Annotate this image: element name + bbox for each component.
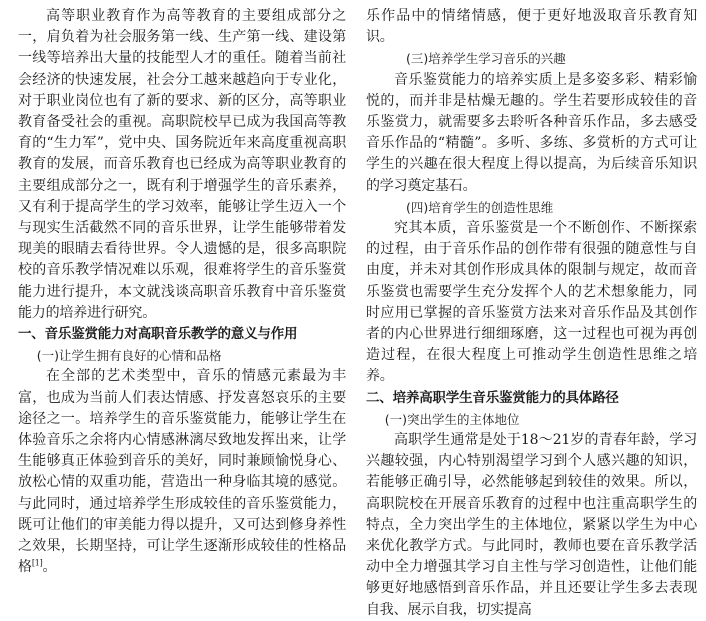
right-column xyxy=(366,6,697,618)
subsection-heading-1-1: (一)让学生拥有良好的心情和品格 xyxy=(36,348,222,364)
paragraph-1-1 xyxy=(18,366,346,578)
paragraph-1-3: 音乐鉴赏能力的培养实质上是多姿多彩、精彩愉悦的，而并非是枯燥无趣的。学生若要形成较佳的音乐鉴赏力，就需要多去聆听各种音乐作品，多去感受音乐作品的“精髓”。多听、多练、多赏析的方式可让学生的兴趣在很大程度上得以提高，为后续音乐知识的学习奠定基石。 xyxy=(366,71,697,194)
paragraph-1-1-text: 在全部的艺术类型中，音乐的情感元素最为丰富，也成为当前人们表达情感、抒发喜怒哀乐的主要途径之一。培养学生的音乐鉴赏能力，能够让学生在体验音乐之余将内心情感淋漓尽致地发挥出来，让学生能够真正体验到音乐的美好，同时兼顾愉悦身心、放松心情的双重功能，营造出一种身临其境的感觉。与此同时，通过培养学生形成较佳的音乐鉴赏能力，既可让他们的审美能力得以提升，又可达到修身养性之效果，长期坚持，可让学生逐渐形成较佳的性格品格 xyxy=(18,368,346,576)
paragraph-2-1: 高职学生通常是处于18～21岁的青春年龄，学习兴趣较强，内心特别渴望学习到个人感兴趣的知识，若能够正确引导，必然能够起到较佳的效果。所以，高职院校在开展音乐教育的过程中也注重高职学生的特点，全力突出学生的主体地位，紧紧以学生为中心来优化教学方式。与此同时，教师也要在音乐教学活动中全力增强其学习自主性与学习创造性，让他们能够更好地感悟到音乐作品，并且还要让学生多去表现自我、展示自我，切实提高 xyxy=(366,432,697,618)
paragraph-1-1-end: 。 xyxy=(42,559,57,576)
continued-paragraph: 乐作品中的情绪情感，便于更好地汲取音乐教育知识。 xyxy=(366,8,697,46)
citation-ref: [1] xyxy=(31,558,43,568)
subsection-heading-1-3: (三)培养学生学习音乐的兴趣 xyxy=(406,51,566,67)
paragraph-1-4: 究其本质，音乐鉴赏是一个不断创作、不断探索的过程，由于音乐作品的创作带有很强的随意性与自由度，并未对其创作形成具体的限制与规定，故而音乐鉴赏也需要学生充分发挥个人的艺术想象能力，同时应用已掌握的音乐鉴赏方法来对音乐作品及其创作者的内心世界进行细细琢磨，这一过程也可视为再创造过程，在很大程度上可推动学生创造性思维之培养。 xyxy=(366,220,697,385)
section-heading-1: 一、音乐鉴赏能力对高职音乐教学的意义与作用 xyxy=(18,326,298,343)
intro-paragraph: 高等职业教育作为高等教育的主要组成部分之一，肩负着为社会服务第一线、生产第一线、建设第一线等培养出大量的技能型人才的重任。随着当前社会经济的快速发展，社会分工越来越趋向于专业化，对于职业岗位也有了新的要求、新的区分，高等职业教育备受社会的重视。高职院校早已成为我国高等教育的“生力军”，党中央、国务院近年来高度重视高职教育的发展，而音乐教育也已经成为高等职业教育的主要组成部分之一，既有利于增强学生的音乐素养，又有利于提高学生的学习效率，能够让学生迈入一个与现实生活截然不同的音乐世界，让学生能够带着发现美的眼睛去看待世界。令人遗憾的是，很多高职院校的音乐教学情况难以乐观，很难将学生的音乐鉴赏能力进行提升，本文就浅谈高职音乐教育中音乐鉴赏能力的培养进行研究。 xyxy=(18,8,346,321)
section-heading-2: 二、培养高职学生音乐鉴赏能力的具体路径 xyxy=(366,389,619,406)
subsection-heading-1-4: (四)培育学生的创造性思维 xyxy=(406,199,554,215)
subsection-heading-2-1: (一)突出学生的主体地位 xyxy=(384,411,520,427)
left-column xyxy=(18,6,346,576)
